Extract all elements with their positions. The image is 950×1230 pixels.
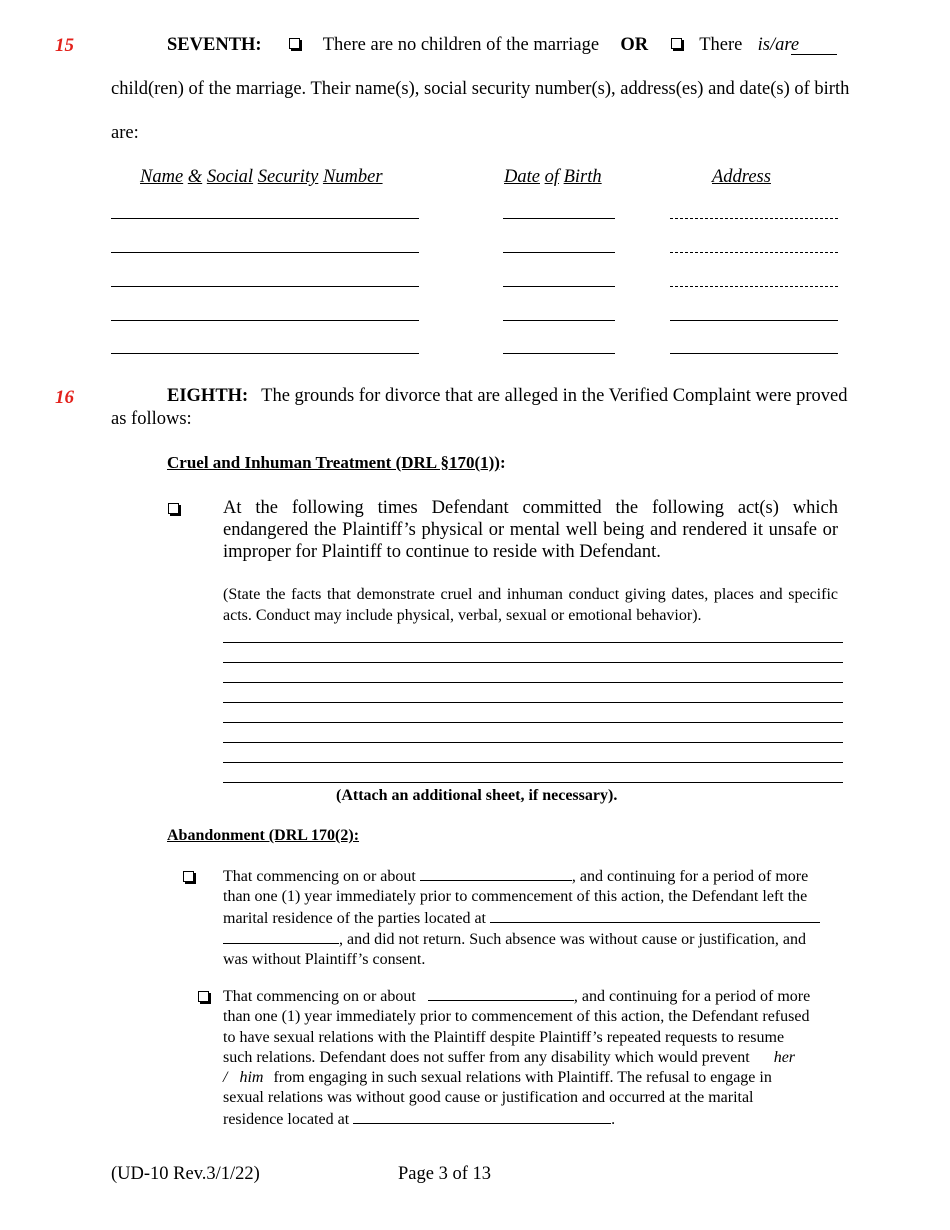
there-label: There <box>699 35 743 55</box>
no-children-label: There are no children of the marriage <box>322 35 600 55</box>
eighth-line-1: EIGHTH: The grounds for divorce that are alleged in the Verified Complaint were proved <box>167 386 848 406</box>
line-number-15: 15 <box>55 35 74 56</box>
eighth-line-2: as follows: <box>111 409 192 429</box>
seventh-line-3: are: <box>111 123 139 143</box>
attach-note: (Attach an additional sheet, if necessary). <box>336 787 618 804</box>
facts-line[interactable] <box>223 722 843 723</box>
form-id: (UD-10 Rev.3/1/22) <box>111 1164 260 1184</box>
child-dob-field[interactable] <box>503 320 615 321</box>
has-children-checkbox[interactable] <box>671 38 682 49</box>
page-number: Page 3 of 13 <box>398 1164 491 1184</box>
line-number-16: 16 <box>55 387 74 408</box>
seventh-row <box>167 35 799 56</box>
seventh-label: SEVENTH: <box>167 35 262 55</box>
facts-line[interactable] <box>223 762 843 763</box>
facts-line[interactable] <box>223 682 843 683</box>
facts-line[interactable] <box>223 742 843 743</box>
eighth-label: EIGHTH: <box>167 386 249 406</box>
col-header-dob: Date of Birth <box>504 167 602 187</box>
cruel-paragraph: At the following times Defendant committed the following act(s) which endangered the Plaintiff’s physical or mental well being and rendered it unsafe or improper for Plaintiff to continue to reside with Defendant. <box>223 498 838 562</box>
child-address-field[interactable] <box>670 218 838 219</box>
children-count-field[interactable] <box>791 54 837 55</box>
child-name-field[interactable] <box>111 320 419 321</box>
abandonment-date-field[interactable] <box>420 866 572 881</box>
col-header-address: Address <box>712 167 771 187</box>
child-name-field[interactable] <box>111 218 419 219</box>
child-dob-field[interactable] <box>503 252 615 253</box>
marital-residence-field-cont[interactable] <box>223 929 339 944</box>
pronoun-him[interactable]: him <box>239 1069 264 1087</box>
abandonment-paragraph: That commencing on or about , and continuing for a period of more than one (1) year immediately prior to commencement of this action, the Defendant left the marital residence of the parties located at , and did not return. Such absence was without cause or justification, and was without Plaintiff’s consent. <box>223 866 838 970</box>
child-name-field[interactable] <box>111 252 419 253</box>
pronoun-her[interactable]: her <box>773 1048 796 1066</box>
facts-line[interactable] <box>223 662 843 663</box>
refusal-residence-field[interactable] <box>353 1109 611 1124</box>
constructive-abandonment-checkbox[interactable] <box>198 991 209 1002</box>
no-children-checkbox[interactable] <box>289 38 300 49</box>
facts-line[interactable] <box>223 782 843 783</box>
child-name-field[interactable] <box>111 286 419 287</box>
col-header-name-ssn: Name & Social Security Number <box>140 167 383 187</box>
child-dob-field[interactable] <box>503 286 615 287</box>
cruel-instructions: (State the facts that demonstrate cruel and inhuman conduct giving dates, places and specific acts. Conduct may include physical, verbal, sexual or emotional behavior). <box>223 586 838 624</box>
facts-line[interactable] <box>223 642 843 643</box>
cruel-checkbox[interactable] <box>168 503 179 514</box>
child-dob-field[interactable] <box>503 353 615 354</box>
facts-line[interactable] <box>223 702 843 703</box>
cruel-heading: Cruel and Inhuman Treatment (DRL §170(1)): <box>167 453 506 472</box>
marital-residence-field[interactable] <box>490 908 820 923</box>
or-label: OR <box>620 35 649 55</box>
refusal-date-field[interactable] <box>428 986 574 1001</box>
child-address-field[interactable] <box>670 353 838 354</box>
abandonment-checkbox[interactable] <box>183 871 194 882</box>
child-address-field[interactable] <box>670 320 838 321</box>
seventh-line-2: child(ren) of the marriage. Their name(s), social security number(s), address(es) and date(s) of birth <box>111 79 850 99</box>
child-dob-field[interactable] <box>503 218 615 219</box>
child-address-field[interactable] <box>670 252 838 253</box>
child-address-field[interactable] <box>670 286 838 287</box>
child-name-field[interactable] <box>111 353 419 354</box>
is-are-label: is/are <box>757 35 800 55</box>
abandonment-heading: Abandonment (DRL 170(2): <box>167 827 360 844</box>
constructive-abandonment-paragraph: That commencing on or about , and continuing for a period of more than one (1) year immediately prior to commencement of this action, the Defendant refused to have sexual relations with the Plaintiff despite Plaintiff’s repeated requests to resume such relations. Defendant does not suffer from any disability which would prevent her / him from engaging in such sexual relations with Plaintiff. The refusal to engage in sexual relations was without good cause or justification and occurred at the marital residence located at . <box>223 988 811 1128</box>
